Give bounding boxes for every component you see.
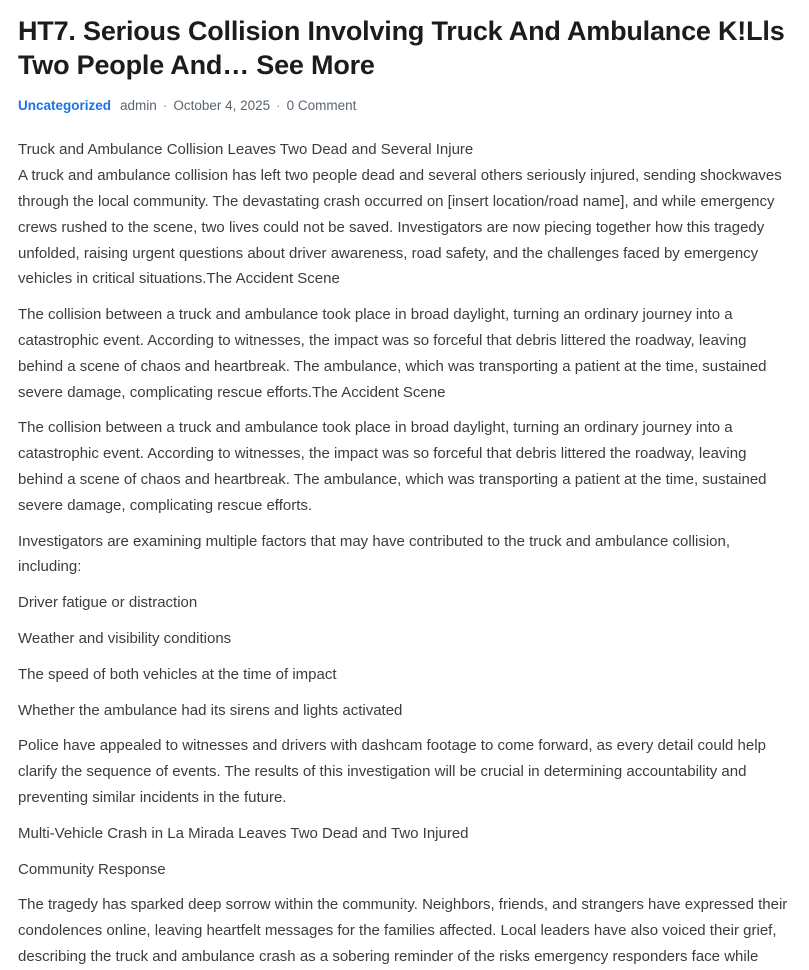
category-link[interactable]: Uncategorized	[18, 97, 112, 113]
paragraph: Whether the ambulance had its sirens and lights activated	[18, 701, 403, 719]
paragraph: The collision between a truck and ambulance took place in broad daylight, turning an ordinary journey into a catastrophic event. According to witnesses, the impact was so forceful that debris littered the roadway, leaving behind a scene of chaos and heartbreak. The ambulance, which was transporting a patient at the time, sustained severe damage, complicating rescue efforts.The Accident Scene	[18, 306, 767, 401]
post-author: admin	[120, 97, 157, 113]
post-meta	[18, 97, 789, 116]
paragraph: The collision between a truck and ambulance took place in broad daylight, turning an ordinary journey into a catastrophic event. According to witnesses, the impact was so forceful that debris littered the roadway, leaving behind a scene of chaos and heartbreak. The ambulance, which was transporting a patient at the time, sustained severe damage, complicating rescue efforts.	[18, 419, 767, 514]
post-date: October 4, 2025	[173, 97, 271, 113]
meta-separator-1: ·	[162, 97, 168, 113]
paragraph: The tragedy has sparked deep sorrow within the community. Neighbors, friends, and strangers have expressed their condolences online, leaving heartfelt messages for the families affected. Local leaders have also voiced their grief, describing the truck and ambulance crash as a sobering reminder of the risks emergency responders face while	[18, 896, 788, 965]
comment-count[interactable]: 0 Comment	[286, 97, 357, 113]
meta-separator-2: ·	[276, 97, 281, 113]
paragraph: Multi-Vehicle Crash in La Mirada Leaves Two Dead and Two Injured	[18, 824, 469, 842]
paragraph: The speed of both vehicles at the time of impact	[18, 665, 337, 683]
paragraph: Community Response	[18, 860, 166, 878]
paragraph: Police have appealed to witnesses and drivers with dashcam footage to come forward, as every detail could help clarify the sequence of events. The results of this investigation will be crucial in determining accountability and preventing similar incidents in the future.	[18, 737, 766, 806]
paragraph: Truck and Ambulance Collision Leaves Two Dead and Several Injure	[18, 141, 474, 159]
paragraph: Investigators are examining multiple factors that may have contributed to the truck and ambulance collision, including:	[18, 532, 731, 576]
post-body	[18, 137, 789, 969]
page-title: HT7. Serious Collision Involving Truck And Ambulance K!Lls Two People And… See More	[18, 16, 785, 81]
paragraph: A truck and ambulance collision has left two people dead and several others seriously injured, sending shockwaves through the local community. The devastating crash occurred on [insert location/road name], and while emergency crews rushed to the scene, two lives could not be saved. Investigators are now piecing together how this tragedy unfolded, raising urgent questions about driver awareness, road safety, and the challenges faced by emergency vehicles in critical situations.The Accident Scene	[18, 167, 782, 288]
paragraph: Driver fatigue or distraction	[18, 594, 198, 612]
paragraph: Weather and visibility conditions	[18, 630, 232, 647]
